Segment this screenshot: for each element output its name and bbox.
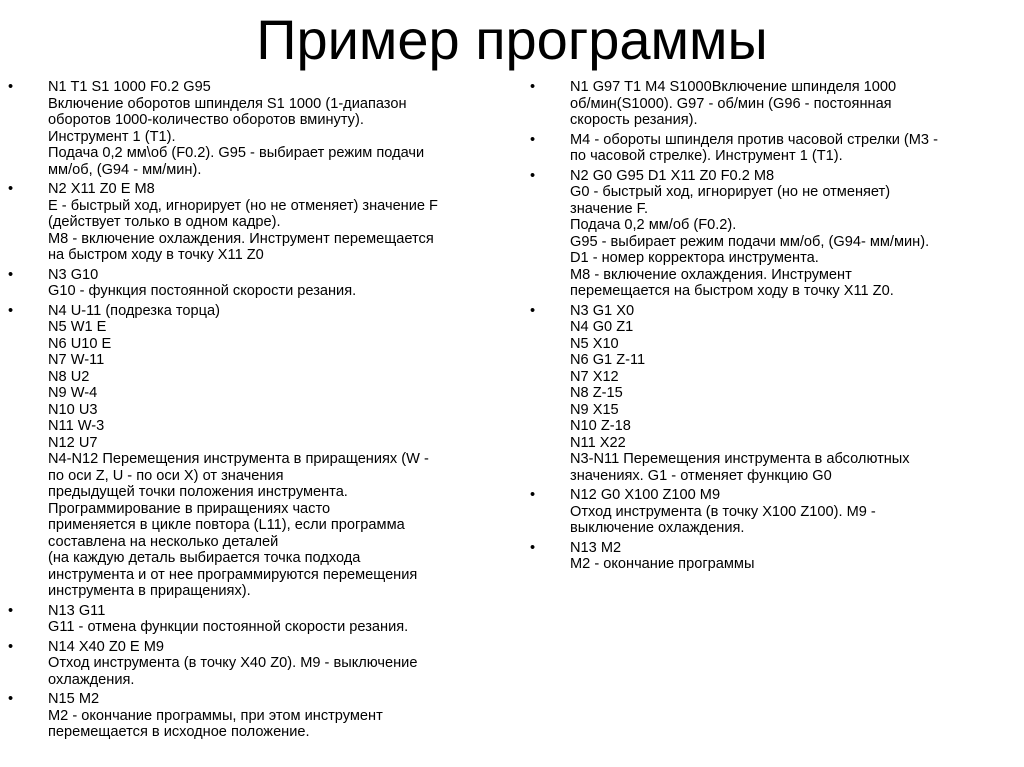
text-line: N11 X22	[570, 434, 626, 451]
bullet-icon: •	[8, 691, 14, 707]
text-line: выключение охлаждения.	[570, 520, 745, 536]
text-line: по оси Z, U - по оси X) от значения	[48, 467, 284, 484]
text-line: охлаждения.	[48, 671, 135, 688]
text-line: N7 X12	[570, 368, 619, 385]
text-line: N4 G0 Z1	[570, 319, 634, 335]
bullet-icon: •	[530, 539, 536, 556]
bullet-icon: •	[530, 79, 536, 95]
text-line: N1 T1 S1 1000 F0.2 G95	[48, 79, 211, 95]
text-line: скорость резания).	[570, 112, 698, 128]
text-line: N12 U7	[48, 434, 98, 451]
bullet-icon: •	[530, 302, 536, 319]
text-line: N13 G11	[48, 602, 106, 619]
bullet-item	[8, 639, 508, 689]
bullet-text	[48, 267, 508, 300]
bullet-item	[8, 267, 508, 300]
bullet-item	[8, 691, 508, 741]
text-line: (действует только в одном кадре).	[48, 214, 281, 230]
bullet-item	[530, 168, 1000, 300]
bullet-icon: •	[530, 131, 536, 148]
text-line: перемещается в исходное положение.	[48, 724, 310, 740]
bullet-text	[570, 168, 1000, 300]
text-line: N2 X11 Z0 E M8	[48, 181, 155, 197]
text-line: N14 X40 Z0 E M9	[48, 638, 164, 655]
text-line: Подача 0,2 мм/об (F0.2).	[570, 217, 737, 233]
text-line: (на каждую деталь выбирается точка подхода	[48, 550, 361, 566]
text-line: N12 G0 X100 Z100 M9	[570, 487, 721, 503]
bullet-text	[48, 79, 508, 178]
text-line: N6 G1 Z-11	[570, 352, 646, 368]
text-line: N7 W-11	[48, 352, 105, 368]
text-line: G10 - функция постоянной скорости резания.	[48, 283, 357, 299]
text-line: на быстром ходу в точку X11 Z0	[48, 247, 264, 263]
text-line: применяется в цикле повтора (L11), если программа	[48, 517, 405, 533]
bullet-icon: •	[530, 167, 536, 184]
bullet-item	[8, 303, 508, 600]
text-line: E - быстрый ход, игнорирует (но не отменяет) значение F	[48, 197, 438, 214]
text-line: Программирование в приращениях часто	[48, 500, 331, 517]
text-line: N3 G10	[48, 266, 99, 283]
bullet-text	[570, 79, 1000, 129]
bullet-item	[8, 79, 508, 178]
text-line: N5 W1 E	[48, 319, 107, 335]
page-title: Пример программы	[256, 8, 768, 71]
bullet-text	[570, 540, 1000, 573]
text-line: инструмента и от нее программируются перемещения	[48, 566, 418, 583]
text-line: M8 - включение охлаждения. Инструмент	[570, 266, 852, 283]
bullet-text	[48, 303, 508, 600]
text-line: предыдущей точки положения инструмента.	[48, 484, 348, 500]
text-line: N6 U10 E	[48, 335, 112, 352]
text-line: N8 U2	[48, 368, 90, 385]
bullet-item	[530, 487, 1000, 537]
bullet-item	[530, 79, 1000, 129]
bullet-text	[48, 691, 508, 741]
bullet-item	[530, 303, 1000, 485]
bullet-item	[8, 181, 508, 264]
text-line: N8 Z-15	[570, 385, 623, 401]
text-line: N3-N11 Перемещения инструмента в абсолютных	[570, 451, 910, 467]
text-line: N10 U3	[48, 401, 98, 418]
bullet-icon: •	[8, 79, 14, 95]
text-line: N5 X10	[570, 335, 619, 352]
left-column	[8, 79, 508, 744]
text-line: N10 Z-18	[570, 418, 631, 434]
text-line: G11 - отмена функции постоянной скорости резания.	[48, 619, 409, 635]
text-line: N3 G1 X0	[570, 302, 635, 319]
bullet-icon: •	[8, 181, 14, 197]
bullet-text	[570, 132, 1000, 165]
text-line: мм/об, (G94 - мм/мин).	[48, 161, 202, 178]
text-line: значениях. G1 - отменяет функцию G0	[570, 467, 832, 484]
bullet-icon: •	[8, 638, 14, 655]
bullet-text	[570, 303, 1000, 485]
text-line: составлена на несколько деталей	[48, 533, 279, 550]
text-line: N4 U-11 (подрезка торца)	[48, 302, 220, 319]
text-line: Подача 0,2 мм\об (F0.2). G95 - выбирает режим подачи	[48, 145, 425, 161]
text-line: по часовой стрелке). Инструмент 1 (T1).	[570, 148, 843, 164]
text-line: N11 W-3	[48, 418, 105, 434]
text-line: N9 W-4	[48, 385, 98, 401]
bullet-text	[48, 639, 508, 689]
text-line: N2 G0 G95 D1 X11 Z0 F0.2 M8	[570, 167, 775, 184]
text-line: Отход инструмента (в точку X40 Z0). M9 - выключение	[48, 655, 418, 671]
bullet-text	[48, 181, 508, 264]
bullet-icon: •	[8, 302, 14, 319]
bullet-icon: •	[530, 487, 536, 503]
text-line: N9 X15	[570, 401, 619, 418]
text-line: M8 - включение охлаждения. Инструмент перемещается	[48, 230, 434, 247]
bullet-item	[530, 540, 1000, 573]
text-line: инструмента в приращениях).	[48, 583, 251, 599]
text-line: M4 - обороты шпинделя против часовой стрелки (M3 -	[570, 131, 938, 148]
text-line: N15 M2	[48, 691, 100, 707]
right-column	[530, 79, 1000, 576]
bullet-text	[48, 603, 508, 636]
text-line: M2 - окончание программы, при этом инструмент	[48, 707, 383, 724]
text-line: значение F.	[570, 200, 648, 217]
text-line: N13 M2	[570, 539, 622, 556]
text-line: N4-N12 Перемещения инструмента в приращениях (W -	[48, 451, 429, 467]
text-line: перемещается на быстром ходу в точку X11 Z0.	[570, 283, 894, 299]
bullet-icon: •	[8, 602, 14, 619]
bullet-item	[8, 603, 508, 636]
bullet-item	[530, 132, 1000, 165]
bullet-icon: •	[8, 266, 14, 283]
text-line: об/мин(S1000). G97 - об/мин (G96 - постоянная	[570, 95, 892, 112]
text-line: оборотов 1000-количество оборотов вминуту).	[48, 112, 364, 128]
text-line: Включение оборотов шпинделя S1 1000 (1-диапазон	[48, 95, 407, 112]
text-line: D1 - номер корректора инструмента.	[570, 250, 819, 266]
text-line: Инструмент 1 (T1).	[48, 128, 176, 145]
text-line: N1 G97 T1 M4 S1000Включение шпинделя 1000	[570, 79, 897, 95]
bullet-text	[570, 487, 1000, 537]
text-line: Отход инструмента (в точку X100 Z100). M9 -	[570, 503, 876, 520]
text-line: M2 - окончание программы	[570, 556, 755, 572]
text-line: G0 - быстрый ход, игнорирует (но не отменяет)	[570, 184, 891, 200]
text-line: G95 - выбирает режим подачи мм/об, (G94- мм/мин).	[570, 233, 930, 250]
